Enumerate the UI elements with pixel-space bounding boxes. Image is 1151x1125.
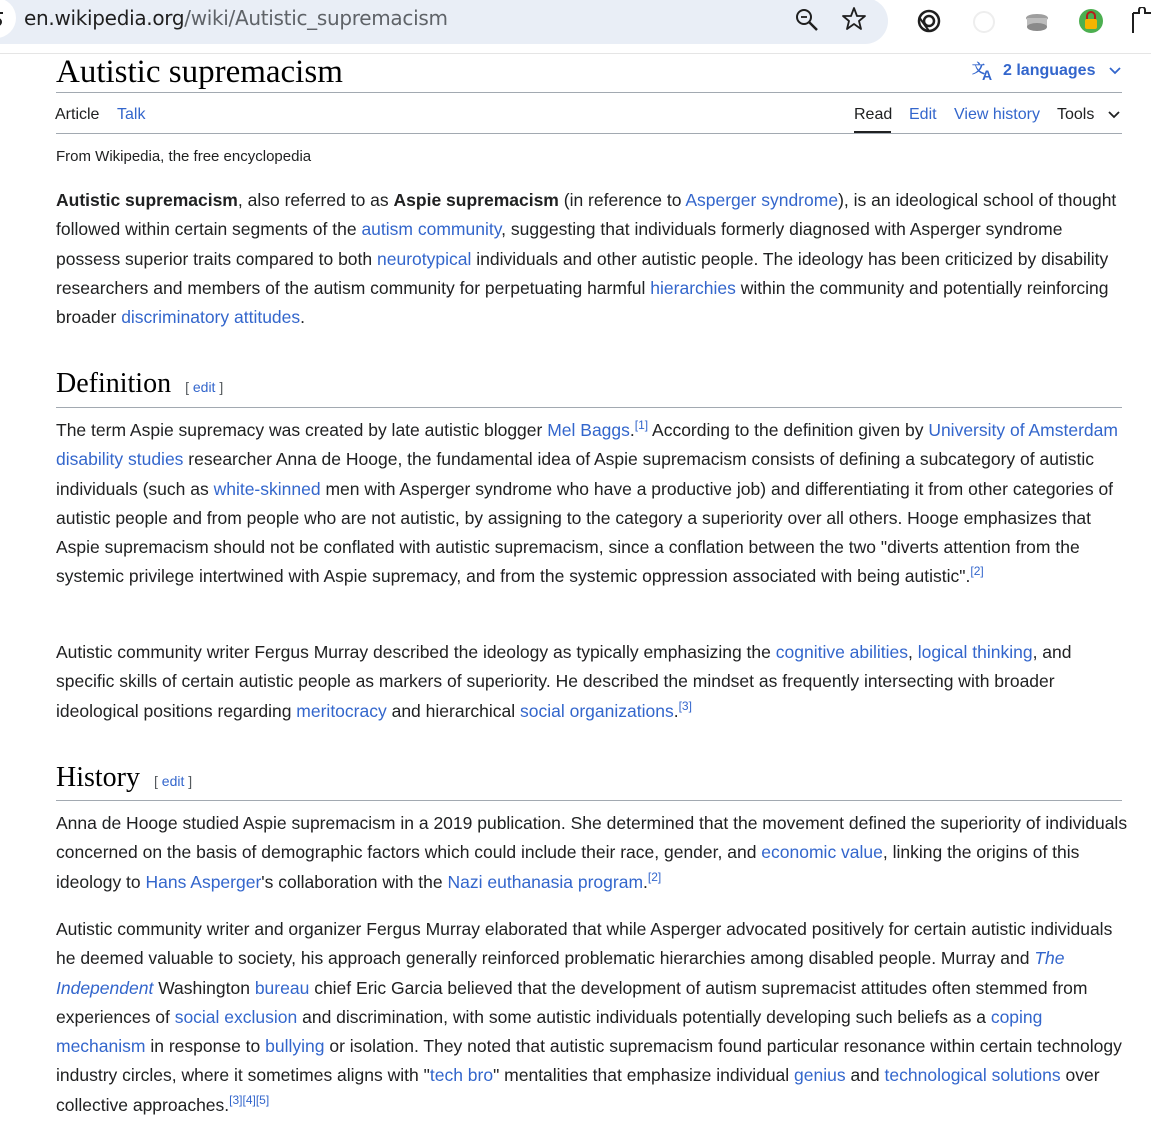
- bookmark-star-icon[interactable]: [841, 6, 867, 32]
- citation-4[interactable]: [4]: [242, 1092, 256, 1107]
- link-mel-baggs[interactable]: Mel Baggs: [547, 420, 630, 440]
- link-hierarchies[interactable]: hierarchies: [650, 277, 736, 298]
- page-title: Autistic supremacism: [56, 54, 343, 90]
- extension-icon[interactable]: [915, 7, 943, 35]
- extensions-puzzle-icon[interactable]: [1130, 7, 1151, 35]
- heading-text: Definition: [56, 368, 172, 399]
- tab-read[interactable]: Read: [854, 106, 893, 123]
- text: , and specific skills of certain autistic people as markers of superiority. He described the mindset as frequently intersecting with broader ideological positions regarding: [56, 642, 1072, 721]
- text: 's collaboration with the: [261, 871, 448, 892]
- definition-paragraph-1: [56, 416, 1128, 592]
- link-uva-disability-studies[interactable]: University of Amsterdam disability studies: [56, 420, 1118, 470]
- bold-term: Autistic supremacism: [56, 190, 238, 210]
- chevron-down-icon[interactable]: [1108, 110, 1120, 120]
- title-divider: [56, 92, 1122, 93]
- text: Anna de Hooge studied Aspie supremacism in a 2019 publication. She determined that the movement defined the superiority of individuals concerned on the basis of demographic factors which could include their race, gender, and: [56, 813, 1128, 863]
- text: chief Eric Garcia believed that the development of autism supremacist attitudes often stemmed from experiences of: [56, 977, 1088, 1027]
- url-text[interactable]: [24, 6, 448, 30]
- bold-term: Aspie supremacism: [393, 190, 559, 210]
- text: According to the definition given by: [648, 420, 929, 440]
- extension-icon[interactable]: [1077, 7, 1105, 35]
- link-discriminatory-attitudes[interactable]: discriminatory attitudes: [121, 307, 301, 328]
- url-path: /wiki/Autistic_supremacism: [184, 6, 448, 30]
- edit-link[interactable]: edit: [161, 773, 185, 789]
- edit-section-link: [ edit ]: [154, 773, 193, 789]
- citation-5[interactable]: [5]: [255, 1092, 270, 1107]
- section-divider: [56, 800, 1122, 801]
- link-social-exclusion[interactable]: social exclusion: [174, 1006, 298, 1027]
- text: .: [643, 871, 648, 892]
- text: .: [300, 307, 306, 328]
- section-divider: [56, 407, 1122, 408]
- text: , suggesting that individuals formerly diagnosed with Asperger syndrome possess superior traits compared to both: [56, 219, 1063, 269]
- tabs-divider: [56, 133, 1122, 134]
- link-hans-asperger[interactable]: Hans Asperger: [145, 871, 262, 892]
- tab-article[interactable]: Article: [55, 106, 100, 123]
- citation-2[interactable]: [2]: [647, 869, 662, 884]
- text: " mentalities that emphasize individual: [493, 1065, 795, 1086]
- link-technological-solutions[interactable]: technological solutions: [884, 1065, 1061, 1086]
- citation-1[interactable]: [1]: [634, 418, 649, 433]
- link-coping-mechanism[interactable]: coping mechanism: [56, 1006, 1043, 1057]
- text: , linking the origins of this ideology to: [56, 842, 1080, 892]
- text: individuals and other autistic people. The ideology has been criticized by disability researchers and members of the autism community for perpetuating harmful: [56, 248, 1109, 298]
- text: .: [629, 420, 635, 440]
- extension-icon[interactable]: [971, 9, 997, 35]
- link-nazi-euthanasia-program[interactable]: Nazi euthanasia program: [447, 871, 644, 892]
- address-bar[interactable]: [0, 0, 888, 44]
- definition-paragraph-2: [56, 638, 1128, 726]
- citation-2[interactable]: [2]: [970, 564, 984, 579]
- tab-edit[interactable]: Edit: [909, 106, 937, 123]
- link-white-skinned[interactable]: white-skinned: [213, 478, 321, 499]
- browser-toolbar: [0, 0, 1151, 44]
- tab-view-history[interactable]: View history: [954, 106, 1040, 123]
- text: .: [673, 700, 679, 721]
- text: and hierarchical: [386, 700, 521, 721]
- link-the-independent[interactable]: The Independent: [56, 948, 1065, 998]
- section-heading-history: [56, 761, 192, 798]
- extension-icon[interactable]: [1023, 10, 1051, 34]
- link-asperger-syndrome[interactable]: Asperger syndrome: [685, 190, 839, 210]
- history-paragraph-2: [56, 915, 1128, 1120]
- text: ,: [908, 642, 918, 662]
- link-logical-thinking[interactable]: logical thinking: [917, 642, 1033, 662]
- link-tech-bro[interactable]: tech bro: [429, 1065, 494, 1086]
- text: or isolation. They noted that autistic supremacism found particular resonance within certain technology industry circles, where it sometimes aligns with ": [56, 1036, 1122, 1086]
- chevron-down-icon: [1109, 66, 1121, 76]
- text: Autistic community writer Fergus Murray described the ideology as typically emphasizing the: [56, 642, 776, 662]
- heading-text: History: [56, 762, 140, 793]
- languages-label: 2 languages: [1003, 62, 1096, 79]
- tagline: From Wikipedia, the free encyclopedia: [56, 148, 312, 165]
- text: men with Asperger syndrome who have a productive job) and differentiating it from other categories of autistic people and from people who are not autistic, by assigning to the category a superiority over all others. Hooge emphasizes that Aspie supremacism should not be conflated with autistic supremacism, since a conflation between the two "diverts attention from the systemic privilege intertwined with Aspie supremacy, and from the systemic oppression associated with being autistic".: [56, 478, 1114, 587]
- link-neurotypical[interactable]: neurotypical: [377, 248, 472, 269]
- text: (in reference to: [558, 190, 686, 210]
- link-genius[interactable]: genius: [794, 1065, 846, 1086]
- site-info-button[interactable]: [0, 0, 16, 38]
- svg-text:A: A: [982, 67, 993, 82]
- intro-paragraph: [56, 186, 1128, 332]
- citation-3[interactable]: [3]: [229, 1092, 243, 1107]
- text: within the community and potentially reinforcing broader: [56, 277, 1109, 328]
- text: The term Aspie supremacy was created by late autistic blogger: [56, 420, 548, 440]
- citation-3[interactable]: [3]: [678, 698, 692, 713]
- text: Autistic community writer and organizer Fergus Murray elaborated that while Asperger advocated positively for certain autistic individuals he deemed valuable to society, his approach generally reinforced problematic hierarchies among disabled people. Murray and: [56, 919, 1113, 969]
- link-social-organizations[interactable]: social organizations: [520, 700, 674, 721]
- section-heading-definition: [56, 367, 223, 404]
- text: and: [845, 1065, 885, 1086]
- link-economic-value[interactable]: economic value: [761, 842, 883, 863]
- text: Washington: [153, 977, 255, 998]
- zoom-icon[interactable]: [794, 7, 820, 33]
- link-bureau[interactable]: bureau: [254, 977, 310, 998]
- text: researcher Anna de Hooge, the fundamental idea of Aspie supremacism consists of defining a subcategory of autistic individuals (such as: [56, 449, 1094, 499]
- tab-tools[interactable]: Tools: [1057, 106, 1095, 123]
- link-bullying[interactable]: bullying: [265, 1036, 325, 1057]
- text: , also referred to as: [237, 190, 394, 210]
- translate-icon: [972, 60, 996, 82]
- url-host: en.wikipedia.org: [24, 6, 185, 30]
- link-autism-community[interactable]: autism community: [361, 219, 502, 240]
- svg-text:文: 文: [972, 62, 986, 77]
- text: in response to: [145, 1036, 266, 1057]
- tab-talk[interactable]: Talk: [117, 106, 146, 123]
- edit-section-link: [ edit ]: [185, 379, 224, 395]
- edit-link[interactable]: edit: [192, 379, 216, 395]
- link-cognitive-abilities[interactable]: cognitive abilities: [775, 642, 909, 662]
- link-meritocracy[interactable]: meritocracy: [296, 700, 387, 721]
- site-settings-icon: [0, 8, 4, 28]
- history-paragraph-1: [56, 809, 1128, 897]
- text: over collective approaches.: [56, 1065, 1100, 1115]
- text: and discrimination, with some autistic individuals potentially developing such beliefs as a: [297, 1006, 991, 1027]
- text: ), is an ideological school of thought followed within certain segments of the: [56, 190, 1117, 240]
